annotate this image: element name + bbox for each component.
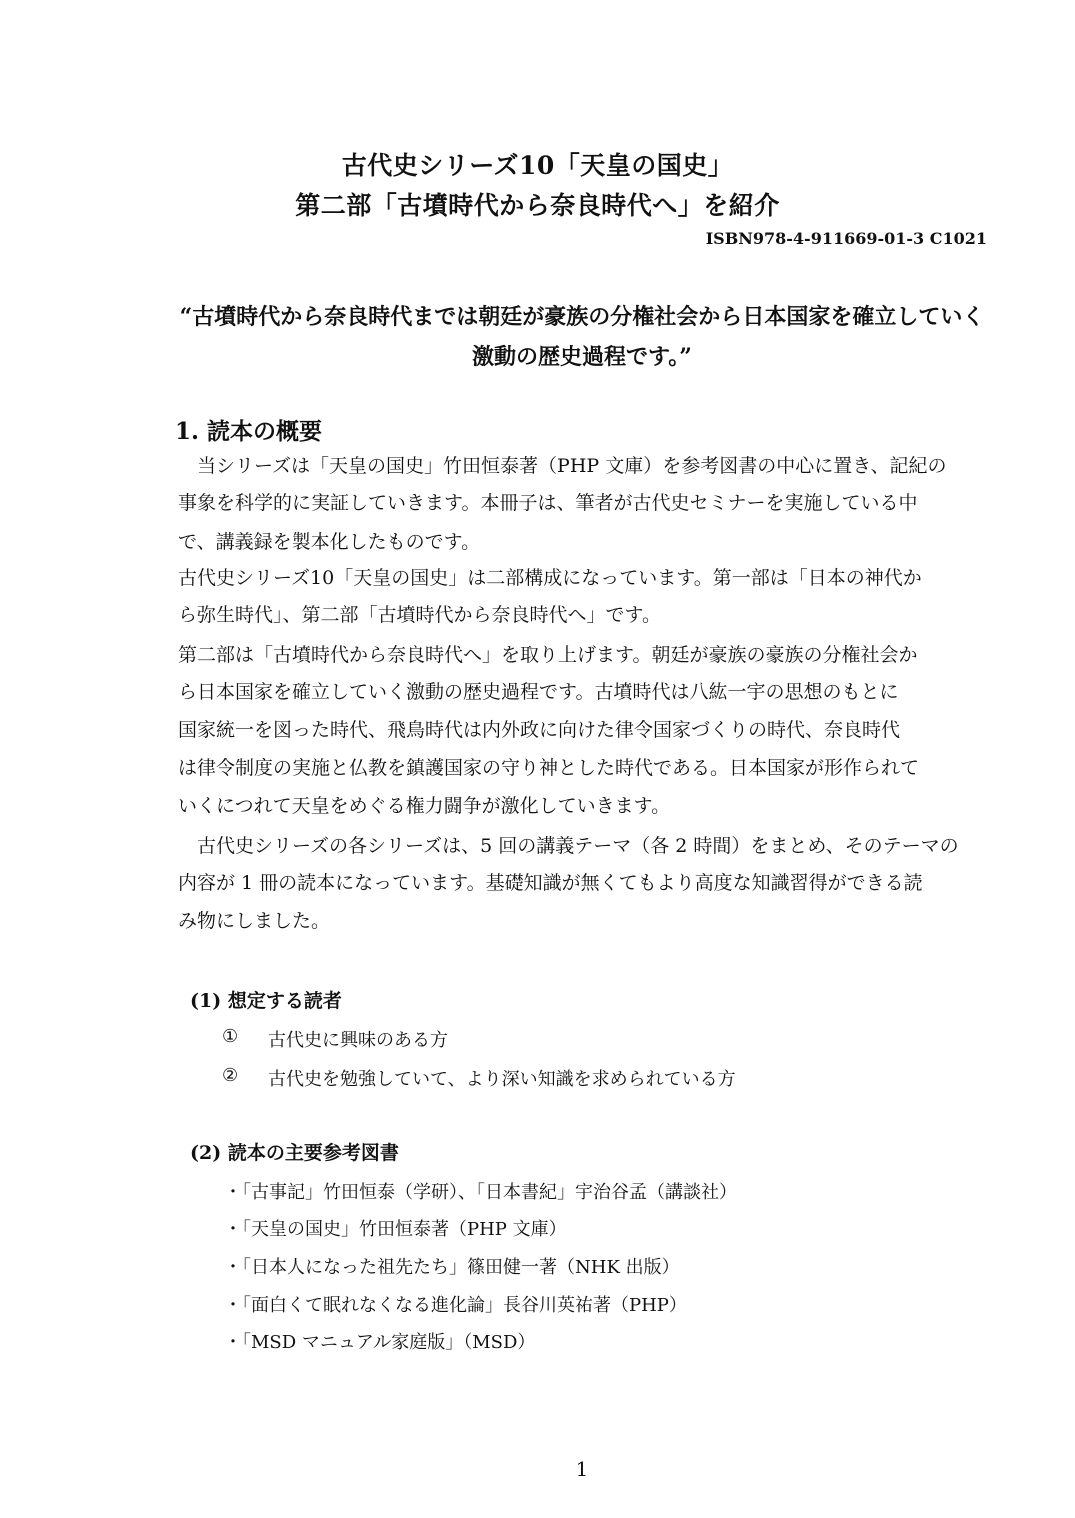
isbn-code: ISBN978-4-911669-01-3 C1021 — [705, 229, 987, 248]
readers-heading: (1) 想定する読者 — [190, 990, 342, 1012]
body-line: ら日本国家を確立していく激動の歴史過程です。古墳時代は八紘一宇の思想のもとに — [178, 681, 899, 703]
reference-item: ・「天皇の国史」竹田恒泰著（PHP 文庫） — [224, 1219, 567, 1240]
reader-item: 古代史に興味のある方 — [268, 1030, 448, 1051]
body-line: いくにつれて天皇をめぐる権力闘争が激化していきます。 — [178, 795, 671, 817]
body-line: 当シリーズは「天皇の国史」竹田恒泰著（PHP 文庫）を参考図書の中心に置き、記紀の — [178, 455, 947, 477]
quote-line-2: 激動の歴史過程です。” — [472, 344, 692, 370]
body-line: は律令制度の実施と仏教を鎮護国家の守り神とした時代である。日本国家が形作られて — [178, 757, 920, 779]
body-line: 古代史シリーズの各シリーズは、5 回の講義テーマ（各 2 時間）をまとめ、そのテーマの — [178, 835, 959, 857]
body-line: 内容が 1 冊の読本になっています。基礎知識が無くてもより高度な知識習得ができる読 — [178, 872, 923, 894]
document-title: 古代史シリーズ10「天皇の国史」 — [341, 151, 734, 180]
reference-item: ・「面白くて眠れなくなる進化論」長谷川英祐著（PHP） — [224, 1295, 687, 1316]
body-line: 第二部は「古墳時代から奈良時代へ」を取り上げます。朝廷が豪族の豪族の分権社会か — [178, 644, 918, 666]
references-heading: (2) 読本の主要参考図書 — [190, 1142, 399, 1164]
reference-item: ・「MSD マニュアル家庭版」（MSD） — [224, 1332, 536, 1353]
reference-item: ・「古事記」竹田恒泰（学研）、「日本書紀」宇治谷孟（講談社） — [224, 1182, 737, 1203]
reference-item: ・「日本人になった祖先たち」篠田健一著（NHK 出版） — [224, 1257, 680, 1278]
body-line: ら弥生時代」、第二部「古墳時代から奈良時代へ」です。 — [178, 604, 661, 626]
page-number: 1 — [575, 1457, 589, 1481]
document-subtitle: 第二部「古墳時代から奈良時代へ」を紹介 — [295, 191, 780, 220]
body-line: み物にしました。 — [178, 910, 331, 932]
body-line: 国家統一を図った時代、飛鳥時代は内外政に向けた律令国家づくりの時代、奈良時代 — [178, 719, 901, 741]
section-heading-overview: 1. 読本の概要 — [175, 418, 323, 445]
list-number: ② — [222, 1065, 239, 1086]
body-line: で、講義録を製本化したものです。 — [178, 531, 481, 553]
body-line: 古代史シリーズ10「天皇の国史」は二部構成になっています。第一部は「日本の神代か — [178, 567, 922, 589]
reader-item: 古代史を勉強していて、より深い知識を求められている方 — [268, 1069, 736, 1090]
quote-line-1: “古墳時代から奈良時代までは朝廷が豪族の分権社会から日本国家を確立していく — [179, 304, 985, 330]
list-number: ① — [222, 1026, 239, 1047]
body-line: 事象を科学的に実証していきます。本冊子は、筆者が古代史セミナーを実施している中 — [178, 492, 918, 514]
